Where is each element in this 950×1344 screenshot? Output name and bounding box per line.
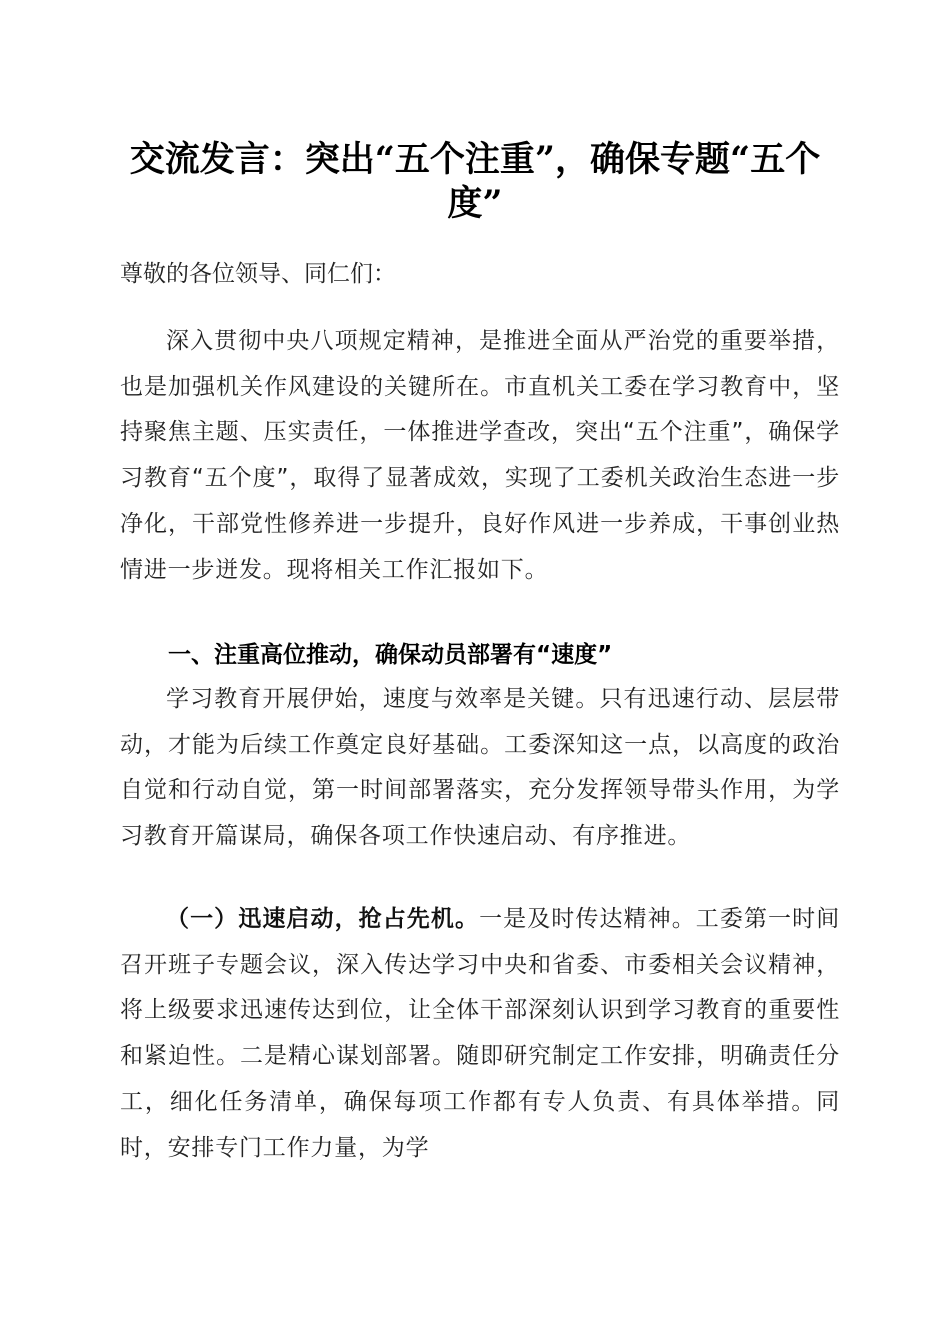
- subsection-1: [120, 897, 840, 1171]
- intro-section: [120, 319, 840, 593]
- subsection-1-text: 一是及时传达精神。工委第一时间召开班子专题会议，深入传达学习中央和省委、市委相关会议精神，将上级要求迅速传达到位，让全体干部深刻认识到学习教育的重要性和紧迫性。二是精心谋划部署。随即研究制定工作安排，明确责任分工，细化任务清单，确保每项工作都有专人负责、有具体举措。同时，安排专门工作力量，为学: [120, 906, 840, 1161]
- section-1-body: [120, 677, 840, 860]
- document-title: 交流发言：突出“五个注重”，确保专题“五个度”: [129, 139, 821, 224]
- section-heading-1: 一、注重高位推动，确保动员部署有“速度”: [168, 642, 613, 668]
- salutation: 尊敬的各位领导、同仁们：: [120, 261, 396, 287]
- subsection-heading-1: （一）迅速启动，抢占先机。: [166, 906, 480, 932]
- paragraph-section-1: 学习教育开展伊始，速度与效率是关键。只有迅速行动、层层带动，才能为后续工作奠定良好基础。工委深知这一点，以高度的政治自觉和行动自觉，第一时间部署落实，充分发挥领导带头作用，为学习教育开篇谋局，确保各项工作快速启动、有序推进。: [120, 686, 840, 850]
- paragraph-subsection-1: [120, 897, 840, 1171]
- paragraph-intro: 深入贯彻中央八项规定精神，是推进全面从严治党的重要举措，也是加强机关作风建设的关键所在。市直机关工委在学习教育中，坚持聚焦主题、压实责任，一体推进学查改，突出“五个注重”，确保学习教育“五个度”，取得了显著成效，实现了工委机关政治生态进一步净化，干部党性修养进一步提升，良好作风进一步养成，干事创业热情进一步迸发。现将相关工作汇报如下。: [120, 328, 840, 583]
